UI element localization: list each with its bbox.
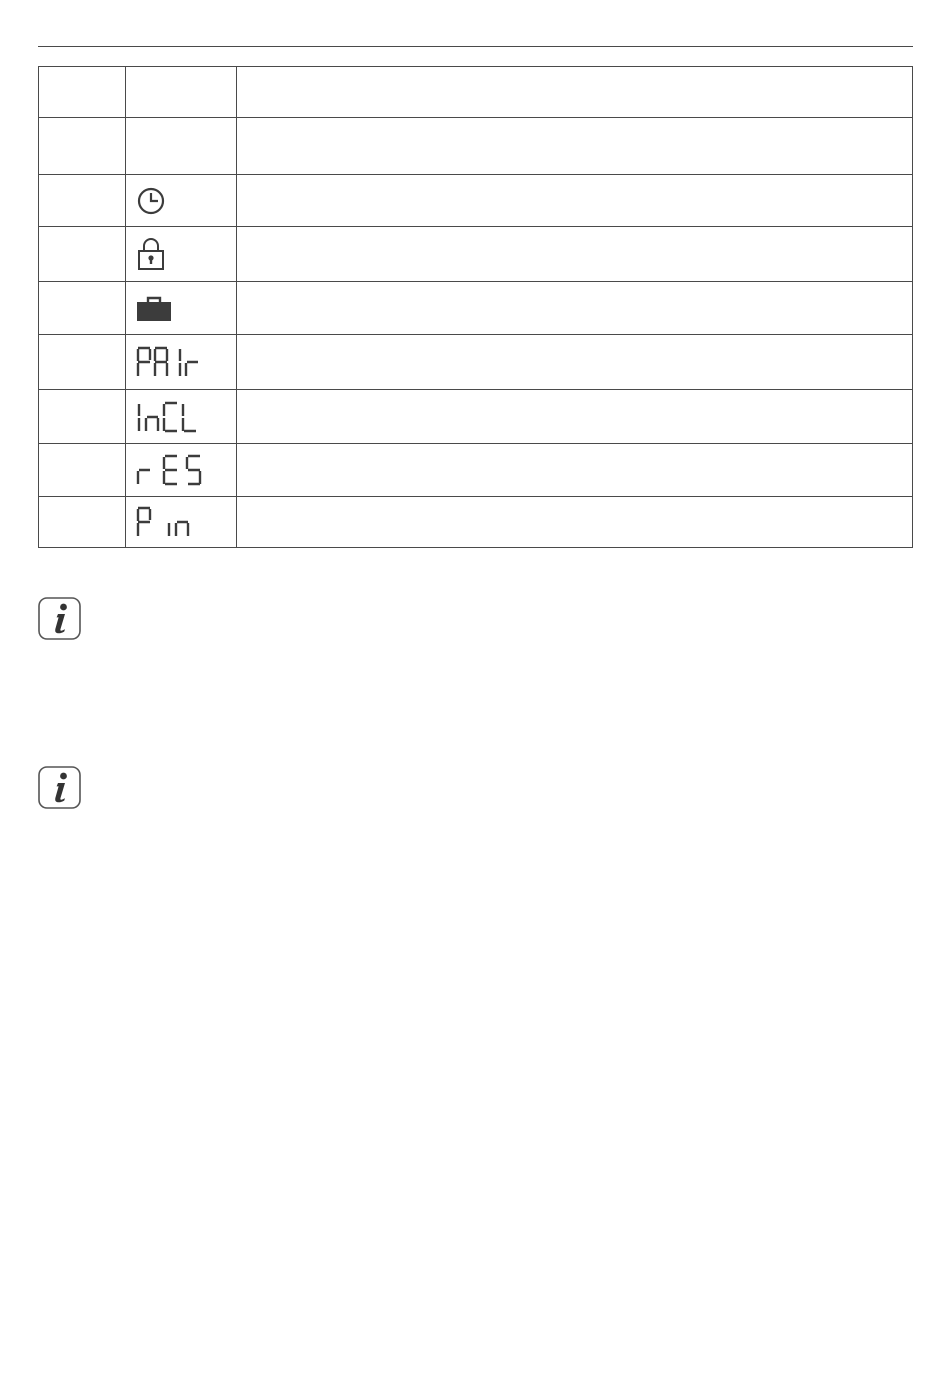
table-cell xyxy=(39,67,126,118)
info-icon xyxy=(38,766,81,809)
table-cell xyxy=(237,444,913,497)
table-cell xyxy=(39,227,126,282)
table-row xyxy=(39,390,913,444)
lcd-pair-icon xyxy=(136,346,210,378)
table-cell xyxy=(126,497,237,548)
table-cell xyxy=(39,282,126,335)
table-row xyxy=(39,118,913,175)
table-cell xyxy=(237,118,913,175)
table-cell xyxy=(126,175,237,227)
table-row xyxy=(39,497,913,548)
table-cell xyxy=(126,67,237,118)
table-cell xyxy=(126,282,237,335)
table-cell xyxy=(237,282,913,335)
padlock-icon xyxy=(136,238,166,270)
table-cell xyxy=(237,497,913,548)
table-row xyxy=(39,444,913,497)
table-row xyxy=(39,227,913,282)
table-cell xyxy=(39,335,126,390)
clock-icon xyxy=(136,186,166,216)
table-row xyxy=(39,335,913,390)
header-rule xyxy=(38,46,913,47)
table-cell xyxy=(126,444,237,497)
table-cell xyxy=(126,390,237,444)
table-cell xyxy=(39,444,126,497)
lcd-incl-icon xyxy=(136,401,210,433)
table-cell xyxy=(39,390,126,444)
table-cell xyxy=(237,390,913,444)
table-cell xyxy=(237,227,913,282)
table-cell xyxy=(126,118,237,175)
table-cell xyxy=(39,118,126,175)
table-cell xyxy=(237,67,913,118)
lcd-pin-icon xyxy=(136,506,210,538)
table-cell xyxy=(39,497,126,548)
table-cell xyxy=(126,227,237,282)
table-cell xyxy=(126,335,237,390)
lcd-res-icon xyxy=(136,454,210,486)
table-cell xyxy=(237,335,913,390)
table-cell xyxy=(39,175,126,227)
suitcase-icon xyxy=(136,294,172,322)
table-row xyxy=(39,175,913,227)
info-icon xyxy=(38,597,81,640)
display-symbols-table xyxy=(38,66,913,548)
table-row xyxy=(39,282,913,335)
table-row xyxy=(39,67,913,118)
table-cell xyxy=(237,175,913,227)
